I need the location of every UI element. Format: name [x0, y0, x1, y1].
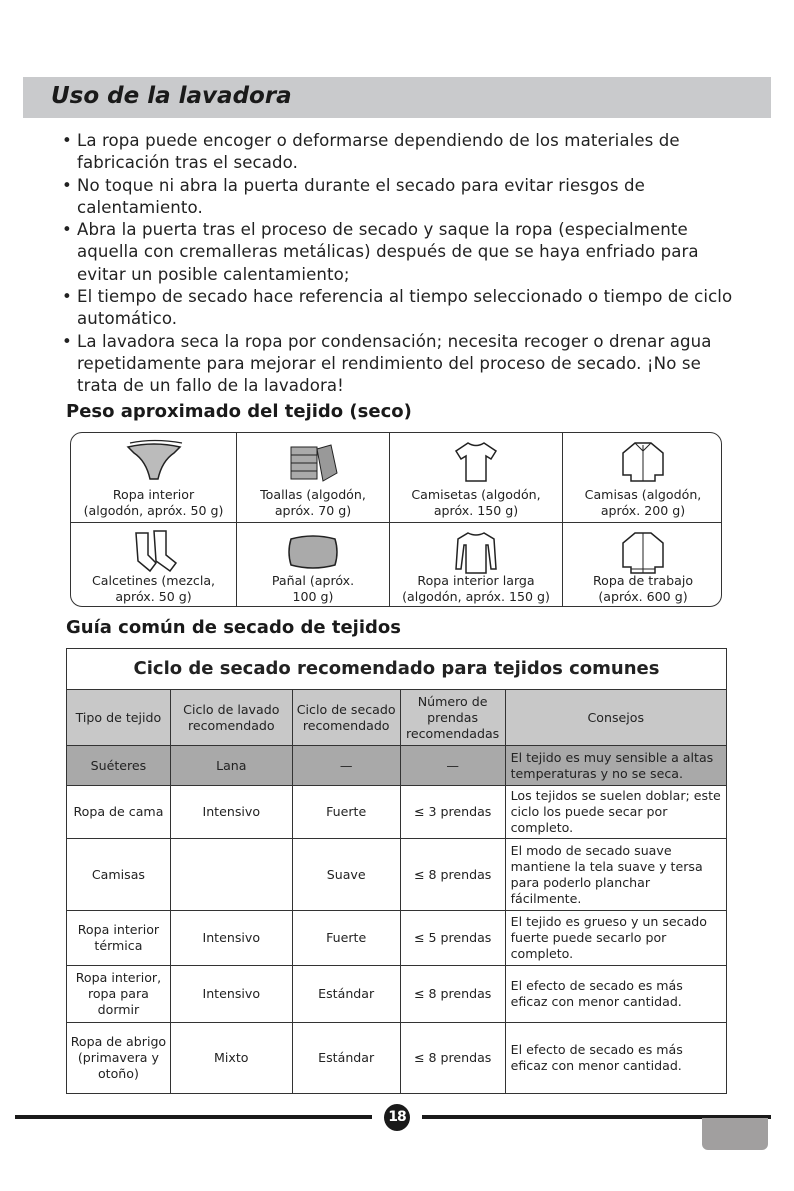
drying-guide-table [66, 648, 727, 1094]
table-cell: Intensivo [170, 966, 292, 1023]
table-cell: Estándar [292, 966, 400, 1023]
bullet-list [62, 130, 742, 398]
table-cell: Camisas [67, 839, 171, 911]
table-cell: El tejido es grueso y un secado fuerte puede secarlo por completo. [505, 911, 726, 966]
socks-icon [124, 529, 184, 575]
weight-item: Camisas (algodón, apróx. 200 g) [563, 433, 722, 523]
bullet-item: • El tiempo de secado hace referencia al tiempo seleccionado o tiempo de ciclo automático. [62, 286, 742, 331]
table-cell: El tejido es muy sensible a altas temperaturas y no se seca. [505, 746, 726, 786]
workwear-icon [613, 529, 673, 575]
table-cell: Suave [292, 839, 400, 911]
table-cell: Ropa de abrigo (primavera y otoño) [67, 1023, 171, 1094]
table-cell: El modo de secado suave mantiene la tela suave y tersa para poderlo planchar fácilmente. [505, 839, 726, 911]
page-title: Uso de la lavadora [51, 83, 292, 109]
table-header-row [67, 690, 727, 746]
table-cell: Fuerte [292, 786, 400, 839]
bullet-item: • Abra la puerta tras el proceso de secado y saque la ropa (especialmente aquella con cremalleras metálicas) después de que se haya enfriado para evitar un posible calentamiento; [62, 219, 742, 286]
table-cell: Ropa interior, ropa para dormir [67, 966, 171, 1023]
fabric-weight-grid [70, 432, 722, 607]
weight-item: Ropa interior larga (algodón, apróx. 150 g) [390, 523, 563, 607]
weight-item: Pañal (apróx. 100 g) [237, 523, 390, 607]
column-header: Ciclo de lavado recomendado [170, 690, 292, 746]
weight-item: Ropa interior (algodón, apróx. 50 g) [71, 433, 237, 523]
table-cell: Suéteres [67, 746, 171, 786]
table-cell: El efecto de secado es más eficaz con menor cantidad. [505, 1023, 726, 1094]
table-row [67, 911, 727, 966]
weights-heading: Peso aproximado del tejido (seco) [66, 401, 412, 422]
table-cell: ≤ 5 prendas [400, 911, 505, 966]
table-row [67, 786, 727, 839]
table-row [67, 1023, 727, 1094]
table-row [67, 746, 727, 786]
bullet-item: • La ropa puede encoger o deformarse dependiendo de los materiales de fabricación tras el secado. [62, 130, 742, 175]
weight-item: Calcetines (mezcla, apróx. 50 g) [71, 523, 237, 607]
section-tab [702, 1118, 768, 1150]
table-cell: Ropa de cama [67, 786, 171, 839]
table-cell: Fuerte [292, 911, 400, 966]
footer-rule [15, 1115, 372, 1119]
table-cell: — [400, 746, 505, 786]
section-title-bar [23, 77, 771, 118]
table-cell [170, 839, 292, 911]
weight-item: Camisetas (algodón, apróx. 150 g) [390, 433, 563, 523]
table-cell: Ropa interior térmica [67, 911, 171, 966]
weight-item: Toallas (algodón, apróx. 70 g) [237, 433, 390, 523]
table-cell: Los tejidos se suelen doblar; este ciclo los puede secar por completo. [505, 786, 726, 839]
table-cell: ≤ 8 prendas [400, 1023, 505, 1094]
guide-heading: Guía común de secado de tejidos [66, 617, 401, 638]
table-cell: ≤ 8 prendas [400, 839, 505, 911]
table-cell: El efecto de secado es más eficaz con menor cantidad. [505, 966, 726, 1023]
column-header: Número de prendas recomendadas [400, 690, 505, 746]
towels-icon [283, 439, 343, 485]
table-cell: Lana [170, 746, 292, 786]
table-cell: Mixto [170, 1023, 292, 1094]
table-row [67, 966, 727, 1023]
table-cell: — [292, 746, 400, 786]
bullet-item: • La lavadora seca la ropa por condensación; necesita recoger o drenar agua repetidamente para mejorar el rendimiento del proceso de secado. ¡No se trata de un fallo de la lavadora! [62, 331, 742, 398]
diaper-icon [283, 529, 343, 575]
column-header: Tipo de tejido [67, 690, 171, 746]
column-header: Ciclo de secado recomendado [292, 690, 400, 746]
column-header: Consejos [505, 690, 726, 746]
table-cell: Estándar [292, 1023, 400, 1094]
bullet-item: • No toque ni abra la puerta durante el secado para evitar riesgos de calentamiento. [62, 175, 742, 220]
underwear-icon [124, 439, 184, 485]
table-row [67, 839, 727, 911]
table-title: Ciclo de secado recomendado para tejidos comunes [67, 649, 727, 690]
shirt-icon [613, 439, 673, 485]
page-number: 18 [384, 1104, 410, 1131]
tshirt-icon [446, 439, 506, 485]
weight-item: Ropa de trabajo (apróx. 600 g) [563, 523, 722, 607]
table-cell: Intensivo [170, 911, 292, 966]
table-cell: ≤ 3 prendas [400, 786, 505, 839]
long-underwear-icon [446, 529, 506, 575]
table-cell: Intensivo [170, 786, 292, 839]
table-cell: ≤ 8 prendas [400, 966, 505, 1023]
